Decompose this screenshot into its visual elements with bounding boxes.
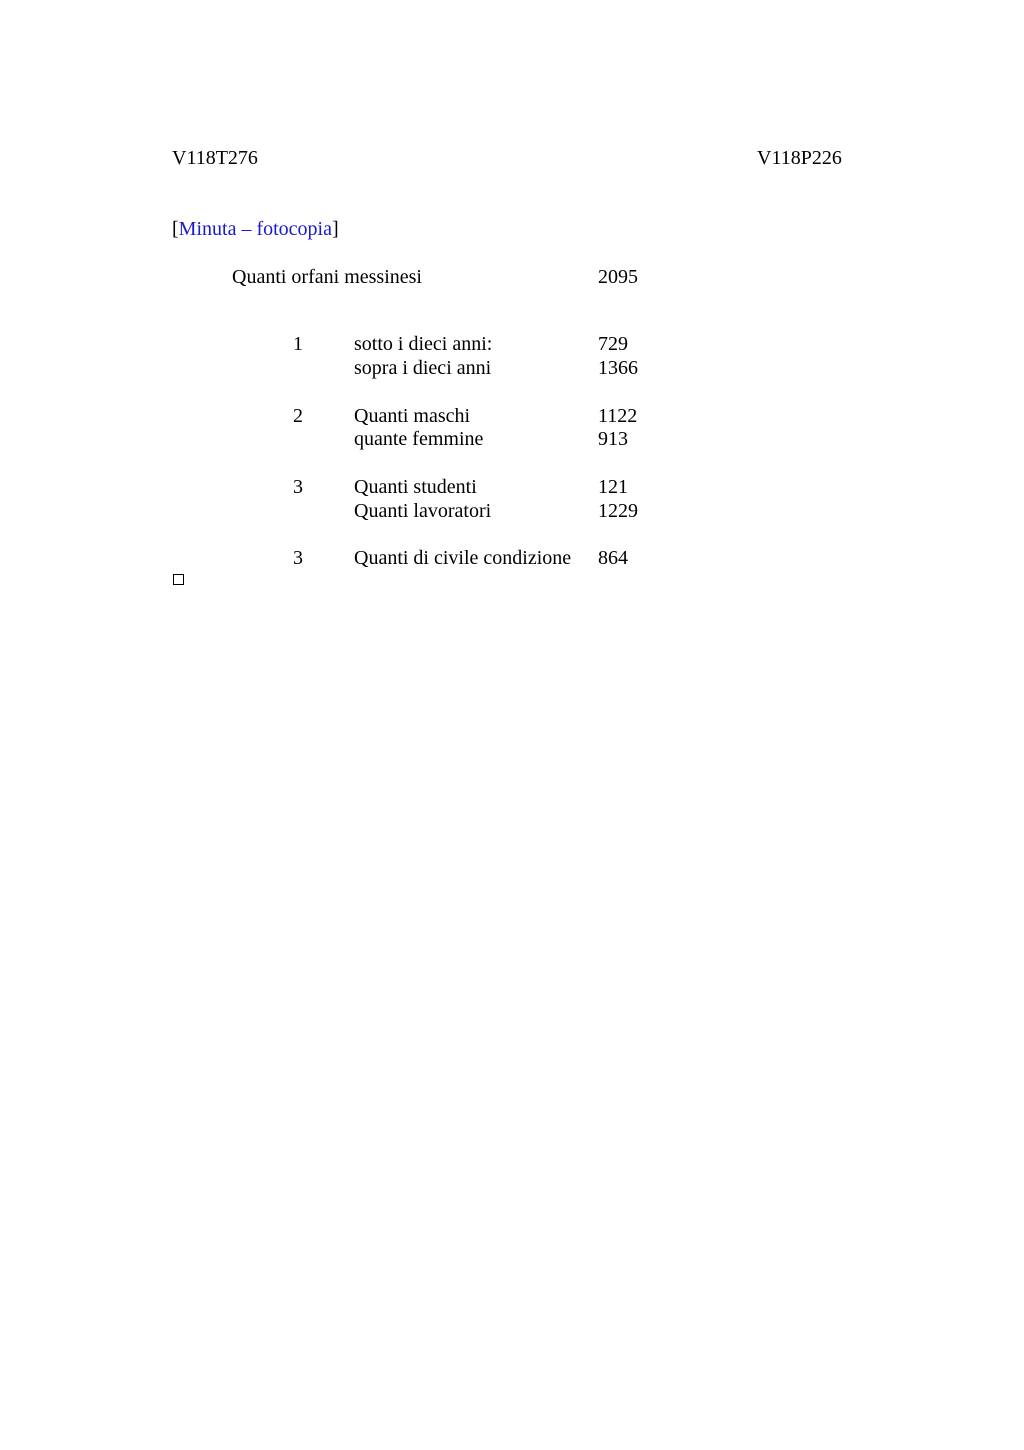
row-label: Quanti di civile condizione xyxy=(354,547,572,569)
note-close-bracket: ] xyxy=(331,218,339,240)
row-value: 729 xyxy=(598,333,628,355)
group-number: 3 xyxy=(293,547,303,569)
row-value: 913 xyxy=(598,428,628,450)
total-label: Quanti orfani messinesi xyxy=(232,266,422,288)
group-number: 1 xyxy=(293,333,303,355)
note-link[interactable]: Minuta – fotocopia xyxy=(178,218,332,240)
row-label: sopra i dieci anni xyxy=(354,357,492,379)
document-ref-left: V118T276 xyxy=(172,147,258,169)
row-label: Quanti maschi xyxy=(354,405,471,427)
note-open-bracket: [ xyxy=(172,218,179,240)
row-value: 1229 xyxy=(598,500,638,522)
total-value: 2095 xyxy=(598,266,638,288)
square-outline-icon xyxy=(173,574,184,585)
row-label: sotto i dieci anni: xyxy=(354,333,493,355)
row-value: 1122 xyxy=(598,405,638,427)
source-note xyxy=(172,217,339,241)
group-number: 2 xyxy=(293,405,303,427)
row-value: 1366 xyxy=(598,357,638,379)
document-ref-right: V118P226 xyxy=(757,147,842,169)
row-label: quante femmine xyxy=(354,428,484,450)
row-label: Quanti lavoratori xyxy=(354,500,492,522)
row-value: 121 xyxy=(598,476,628,498)
group-number: 3 xyxy=(293,476,303,498)
row-value: 864 xyxy=(598,547,628,569)
row-label: Quanti studenti xyxy=(354,476,477,498)
